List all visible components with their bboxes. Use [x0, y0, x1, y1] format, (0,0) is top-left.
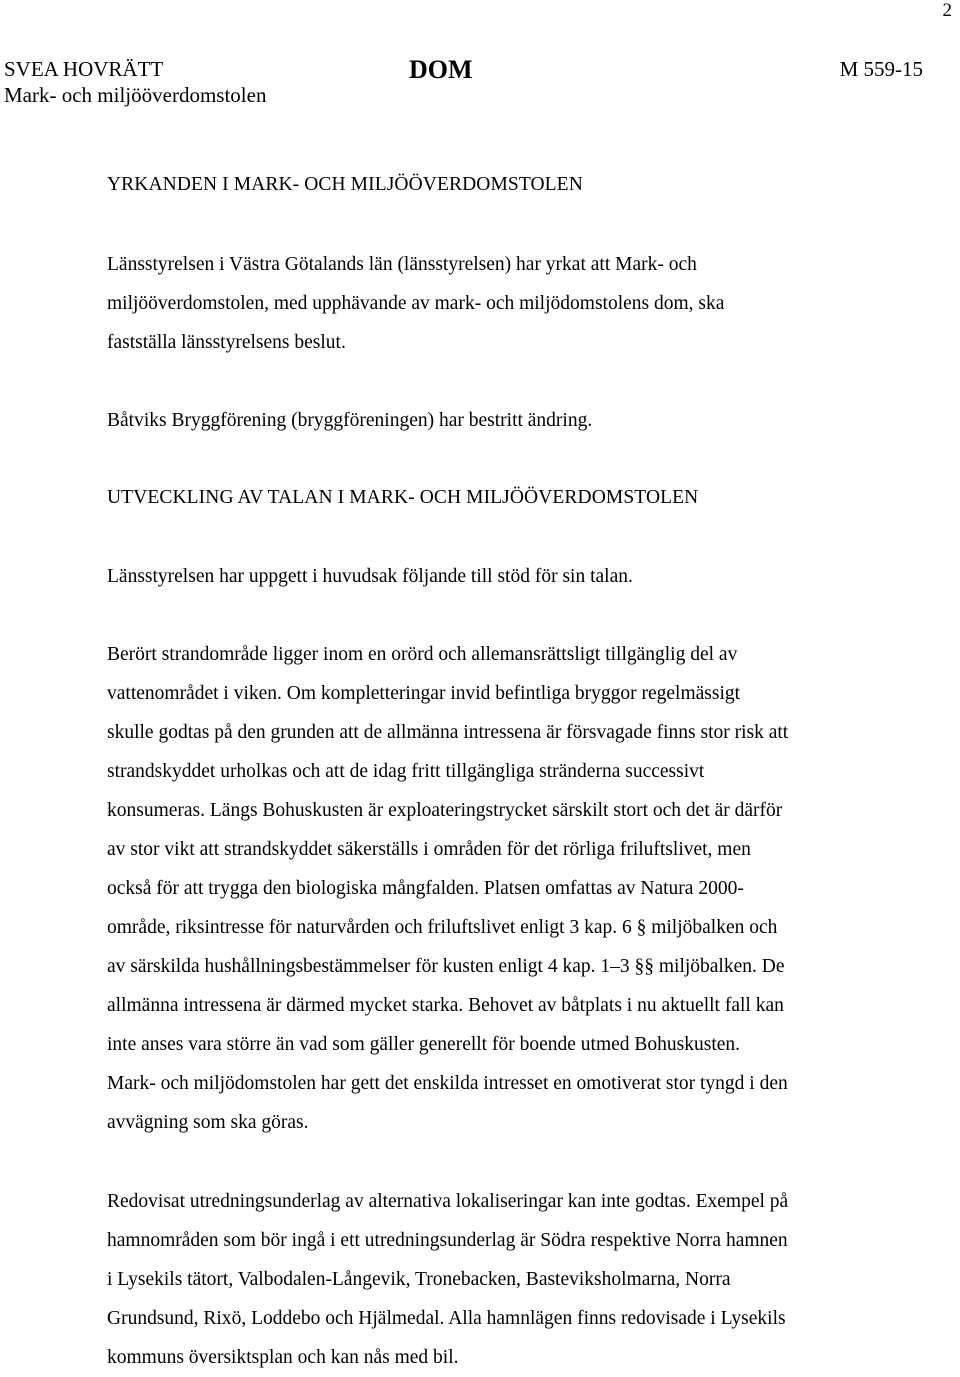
- text-line: avvägning som ska göras.: [107, 1112, 309, 1133]
- court-line-1: SVEA HOVRÄTT: [4, 57, 164, 81]
- text-line: Mark- och miljödomstolen har gett det enskilda intresset en omotiverat stor tyngd i den: [107, 1073, 788, 1094]
- text-line: fastställa länsstyrelsens beslut.: [107, 332, 346, 353]
- claims-paragraph-2: [107, 401, 867, 440]
- text-line: Båtviks Bryggförening (bryggföreningen) har bestritt ändring.: [107, 410, 593, 431]
- text-line: hamnområden som bör ingå i ett utredningsunderlag är Södra respektive Norra hamnen: [107, 1230, 788, 1251]
- text-line: Grundsund, Rixö, Loddebo och Hjälmedal. Alla hamnlägen finns redovisade i Lysekils: [107, 1308, 786, 1329]
- text-line: allmänna intressena är därmed mycket starka. Behovet av båtplats i nu aktuellt fall kan: [107, 995, 784, 1016]
- development-paragraph-2: [107, 635, 867, 1142]
- text-line: Länsstyrelsen i Västra Götalands län (länsstyrelsen) har yrkat att Mark- och: [107, 254, 697, 275]
- text-line: i Lysekils tätort, Valbodalen-Långevik, Tronebacken, Basteviksholmarna, Norra: [107, 1269, 731, 1290]
- text-line: skulle godtas på den grunden att de allmänna intressena är försvagade finns stor risk att: [107, 722, 789, 743]
- text-line: område, riksintresse för naturvården och friluftslivet enligt 3 kap. 6 § miljöbalken och: [107, 917, 778, 938]
- text-line: Länsstyrelsen har uppgett i huvudsak följande till stöd för sin talan.: [107, 566, 633, 587]
- development-heading: UTVECKLING AV TALAN I MARK- OCH MILJÖÖVERDOMSTOLEN: [107, 487, 699, 508]
- development-paragraph-1: [107, 557, 867, 596]
- court-name: [4, 56, 266, 108]
- text-line: Redovisat utredningsunderlag av alternativa lokaliseringar kan inte godtas. Exempel på: [107, 1191, 789, 1212]
- development-paragraph-3: [107, 1182, 867, 1377]
- text-line: Berört strandområde ligger inom en orörd och allemansrättsligt tillgänglig del av: [107, 644, 738, 665]
- page-number: 2: [942, 0, 952, 21]
- text-line: av särskilda hushållningsbestämmelser för kusten enligt 4 kap. 1–3 §§ miljöbalken. De: [107, 956, 785, 977]
- document-type: DOM: [409, 55, 473, 84]
- text-line: också för att trygga den biologiska mångfalden. Platsen omfattas av Natura 2000-: [107, 878, 744, 899]
- claims-paragraph-1: [107, 245, 867, 362]
- text-line: kommuns översiktsplan och kan nås med bil.: [107, 1347, 459, 1368]
- text-line: av stor vikt att strandskyddet säkerställs i områden för det rörliga friluftslivet, men: [107, 839, 751, 860]
- court-line-2: Mark- och miljööverdomstolen: [4, 83, 267, 107]
- text-line: inte anses vara större än vad som gäller generellt för boende utmed Bohuskusten.: [107, 1034, 741, 1055]
- text-line: miljööverdomstolen, med upphävande av mark- och miljödomstolens dom, ska: [107, 293, 725, 314]
- claims-heading: YRKANDEN I MARK- OCH MILJÖÖVERDOMSTOLEN: [107, 174, 583, 195]
- case-number: M 559-15: [839, 57, 923, 81]
- text-line: vattenområdet i viken. Om kompletteringar invid befintliga bryggor regelmässigt: [107, 683, 741, 704]
- text-line: konsumeras. Längs Bohuskusten är exploateringstrycket särskilt stort och det är därför: [107, 800, 783, 821]
- text-line: strandskyddet urholkas och att de idag fritt tillgängliga stränderna successivt: [107, 761, 705, 782]
